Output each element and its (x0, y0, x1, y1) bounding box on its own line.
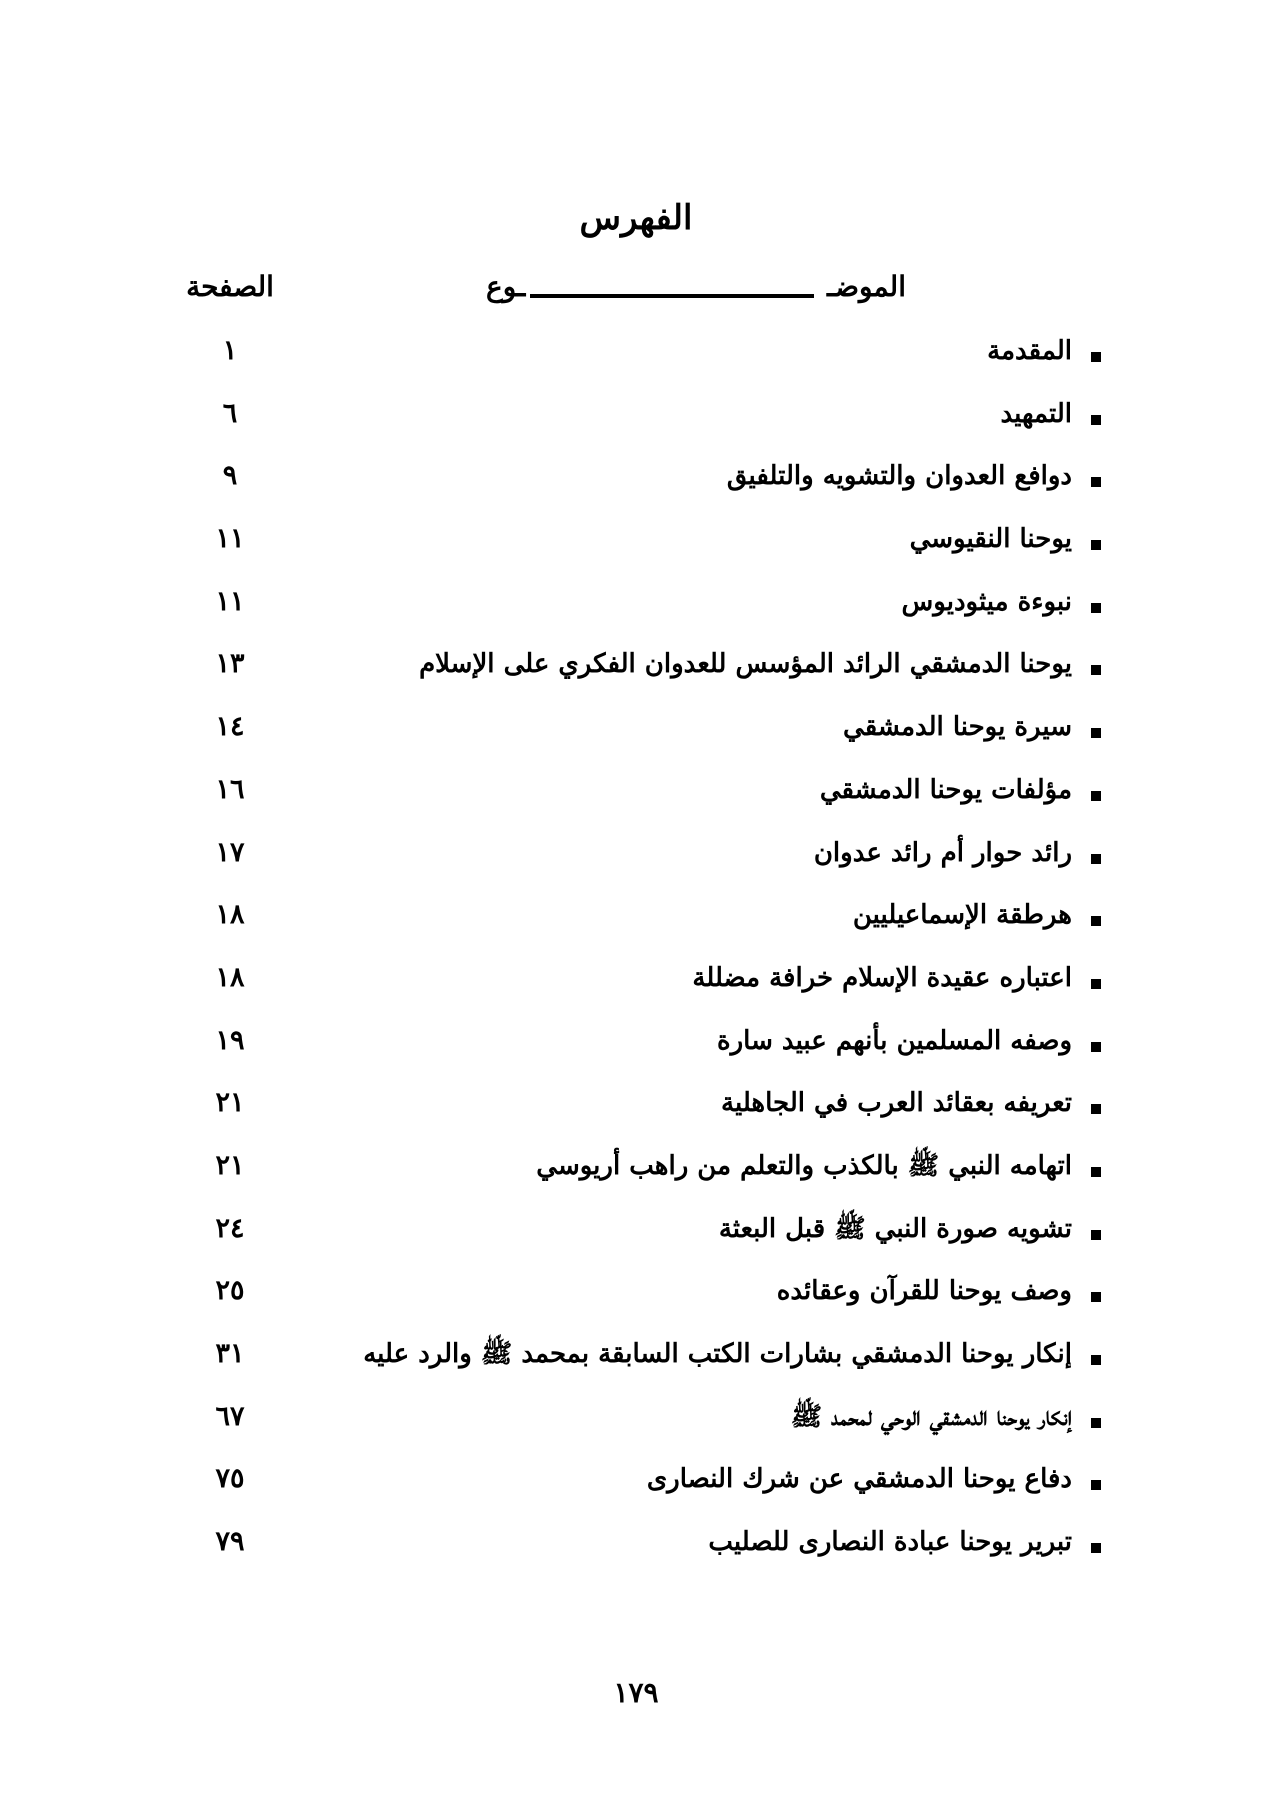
toc-entry-title: التمهيد (1000, 398, 1072, 429)
toc-entry (0, 1399, 1272, 1462)
square-bullet-icon (1091, 916, 1101, 926)
toc-entry-title: وصف يوحنا للقرآن وعقائده (776, 1276, 1072, 1307)
toc-entry (0, 1461, 1272, 1524)
toc-entry (0, 1023, 1272, 1086)
toc-entry-title: نبوءة ميثوديوس (901, 586, 1072, 617)
toc-entry-page: ٧٥ (215, 1463, 245, 1495)
toc-entry-page: ١٤ (215, 711, 245, 743)
toc-entry-title: تبرير يوحنا عبادة النصارى للصليب (708, 1527, 1072, 1558)
toc-entry-title: دوافع العدوان والتشويه والتلفيق (726, 461, 1072, 492)
toc-entry-page: ١٩ (215, 1024, 245, 1056)
toc-entry-page: ١٦ (215, 773, 245, 805)
toc-entry (0, 333, 1272, 396)
square-bullet-icon (1091, 979, 1101, 989)
toc-entry (0, 835, 1272, 898)
toc-entry-page: ٩ (222, 460, 238, 492)
page-title: الفهرس (579, 198, 693, 238)
square-bullet-icon (1091, 1480, 1101, 1490)
toc-entry-page: ١١ (215, 523, 245, 555)
square-bullet-icon (1091, 1355, 1101, 1365)
square-bullet-icon (1091, 352, 1101, 362)
toc-entry (0, 1148, 1272, 1211)
square-bullet-icon (1091, 1543, 1101, 1553)
toc-entry (0, 646, 1272, 709)
page-number: ١٧٩ (613, 1676, 659, 1709)
page-column-header: الصفحة (186, 270, 274, 303)
toc-entry-title: إنكار يوحنا الدمشقي الوحي لمحمد ﷺ (790, 1401, 1072, 1432)
toc-entry-title: سيرة يوحنا الدمشقي (843, 712, 1072, 743)
toc-entry-page: ٦٧ (215, 1400, 245, 1432)
toc-entry-title: دفاع يوحنا الدمشقي عن شرك النصارى (646, 1464, 1072, 1495)
toc-entry-title: وصفه المسلمين بأنهم عبيد سارة (717, 1025, 1072, 1056)
toc-entry-page: ١٧ (215, 836, 245, 868)
subject-header-kashida (530, 294, 814, 298)
toc-entry-title: اعتباره عقيدة الإسلام خرافة مضللة (692, 962, 1072, 993)
toc-entry-page: ٧٩ (215, 1526, 245, 1558)
square-bullet-icon (1091, 1042, 1101, 1052)
toc-entry-page: ١١ (215, 585, 245, 617)
toc-entry-title: يوحنا الدمشقي الرائد المؤسس للعدوان الفكري على الإسلام (419, 649, 1072, 680)
toc-list (0, 333, 1272, 1587)
toc-entry-page: ٣١ (215, 1338, 245, 1369)
toc-entry-page: ١ (222, 335, 238, 366)
toc-entry-title: تعريفه بعقائد العرب في الجاهلية (721, 1088, 1072, 1119)
subject-column-header (486, 270, 906, 310)
toc-entry (0, 1273, 1272, 1336)
toc-entry-title: رائد حوار أم رائد عدوان (813, 837, 1072, 868)
toc-entry-title: اتهامه النبي ﷺ بالكذب والتعلم من راهب أريوسي (536, 1150, 1072, 1181)
toc-entry (0, 584, 1272, 647)
toc-entry-page: ٢٥ (215, 1275, 245, 1307)
toc-entry-page: ٦ (222, 397, 238, 429)
toc-entry-page: ٢٤ (215, 1212, 245, 1244)
square-bullet-icon (1091, 791, 1101, 801)
toc-entry (0, 458, 1272, 521)
toc-entry (0, 897, 1272, 960)
toc-entry-title: المقدمة (987, 336, 1072, 366)
toc-entry (0, 1211, 1272, 1274)
toc-entry-title: مؤلفات يوحنا الدمشقي (819, 774, 1072, 805)
toc-entry-title: تشويه صورة النبي ﷺ قبل البعثة (718, 1213, 1072, 1244)
toc-entry (0, 772, 1272, 835)
toc-entry (0, 960, 1272, 1023)
square-bullet-icon (1091, 603, 1101, 613)
square-bullet-icon (1091, 1292, 1101, 1302)
square-bullet-icon (1091, 728, 1101, 738)
toc-entry (0, 1336, 1272, 1399)
toc-entry-page: ٢١ (215, 1149, 245, 1181)
subject-header-start: الموضـ (827, 270, 906, 303)
toc-entry-title: هرطقة الإسماعيليين (852, 900, 1072, 931)
square-bullet-icon (1091, 477, 1101, 487)
toc-entry-page: ١٣ (215, 648, 245, 680)
square-bullet-icon (1091, 1230, 1101, 1240)
square-bullet-icon (1091, 665, 1101, 675)
square-bullet-icon (1091, 854, 1101, 864)
square-bullet-icon (1091, 1167, 1101, 1177)
toc-entry-page: ٢١ (215, 1087, 245, 1119)
toc-entry (0, 1524, 1272, 1587)
toc-entry-page: ١٨ (215, 899, 245, 931)
square-bullet-icon (1091, 540, 1101, 550)
square-bullet-icon (1091, 1418, 1101, 1428)
toc-entry-page: ١٨ (215, 961, 245, 993)
square-bullet-icon (1091, 415, 1101, 425)
toc-entry-title: يوحنا النقيوسي (909, 524, 1072, 555)
toc-entry (0, 396, 1272, 459)
subject-header-end: ـوع (486, 270, 526, 303)
toc-entry (0, 521, 1272, 584)
toc-entry (0, 709, 1272, 772)
toc-entry-title: إنكار يوحنا الدمشقي بشارات الكتب السابقة بمحمد ﷺ والرد عليه (363, 1339, 1072, 1369)
square-bullet-icon (1091, 1104, 1101, 1114)
toc-entry (0, 1085, 1272, 1148)
